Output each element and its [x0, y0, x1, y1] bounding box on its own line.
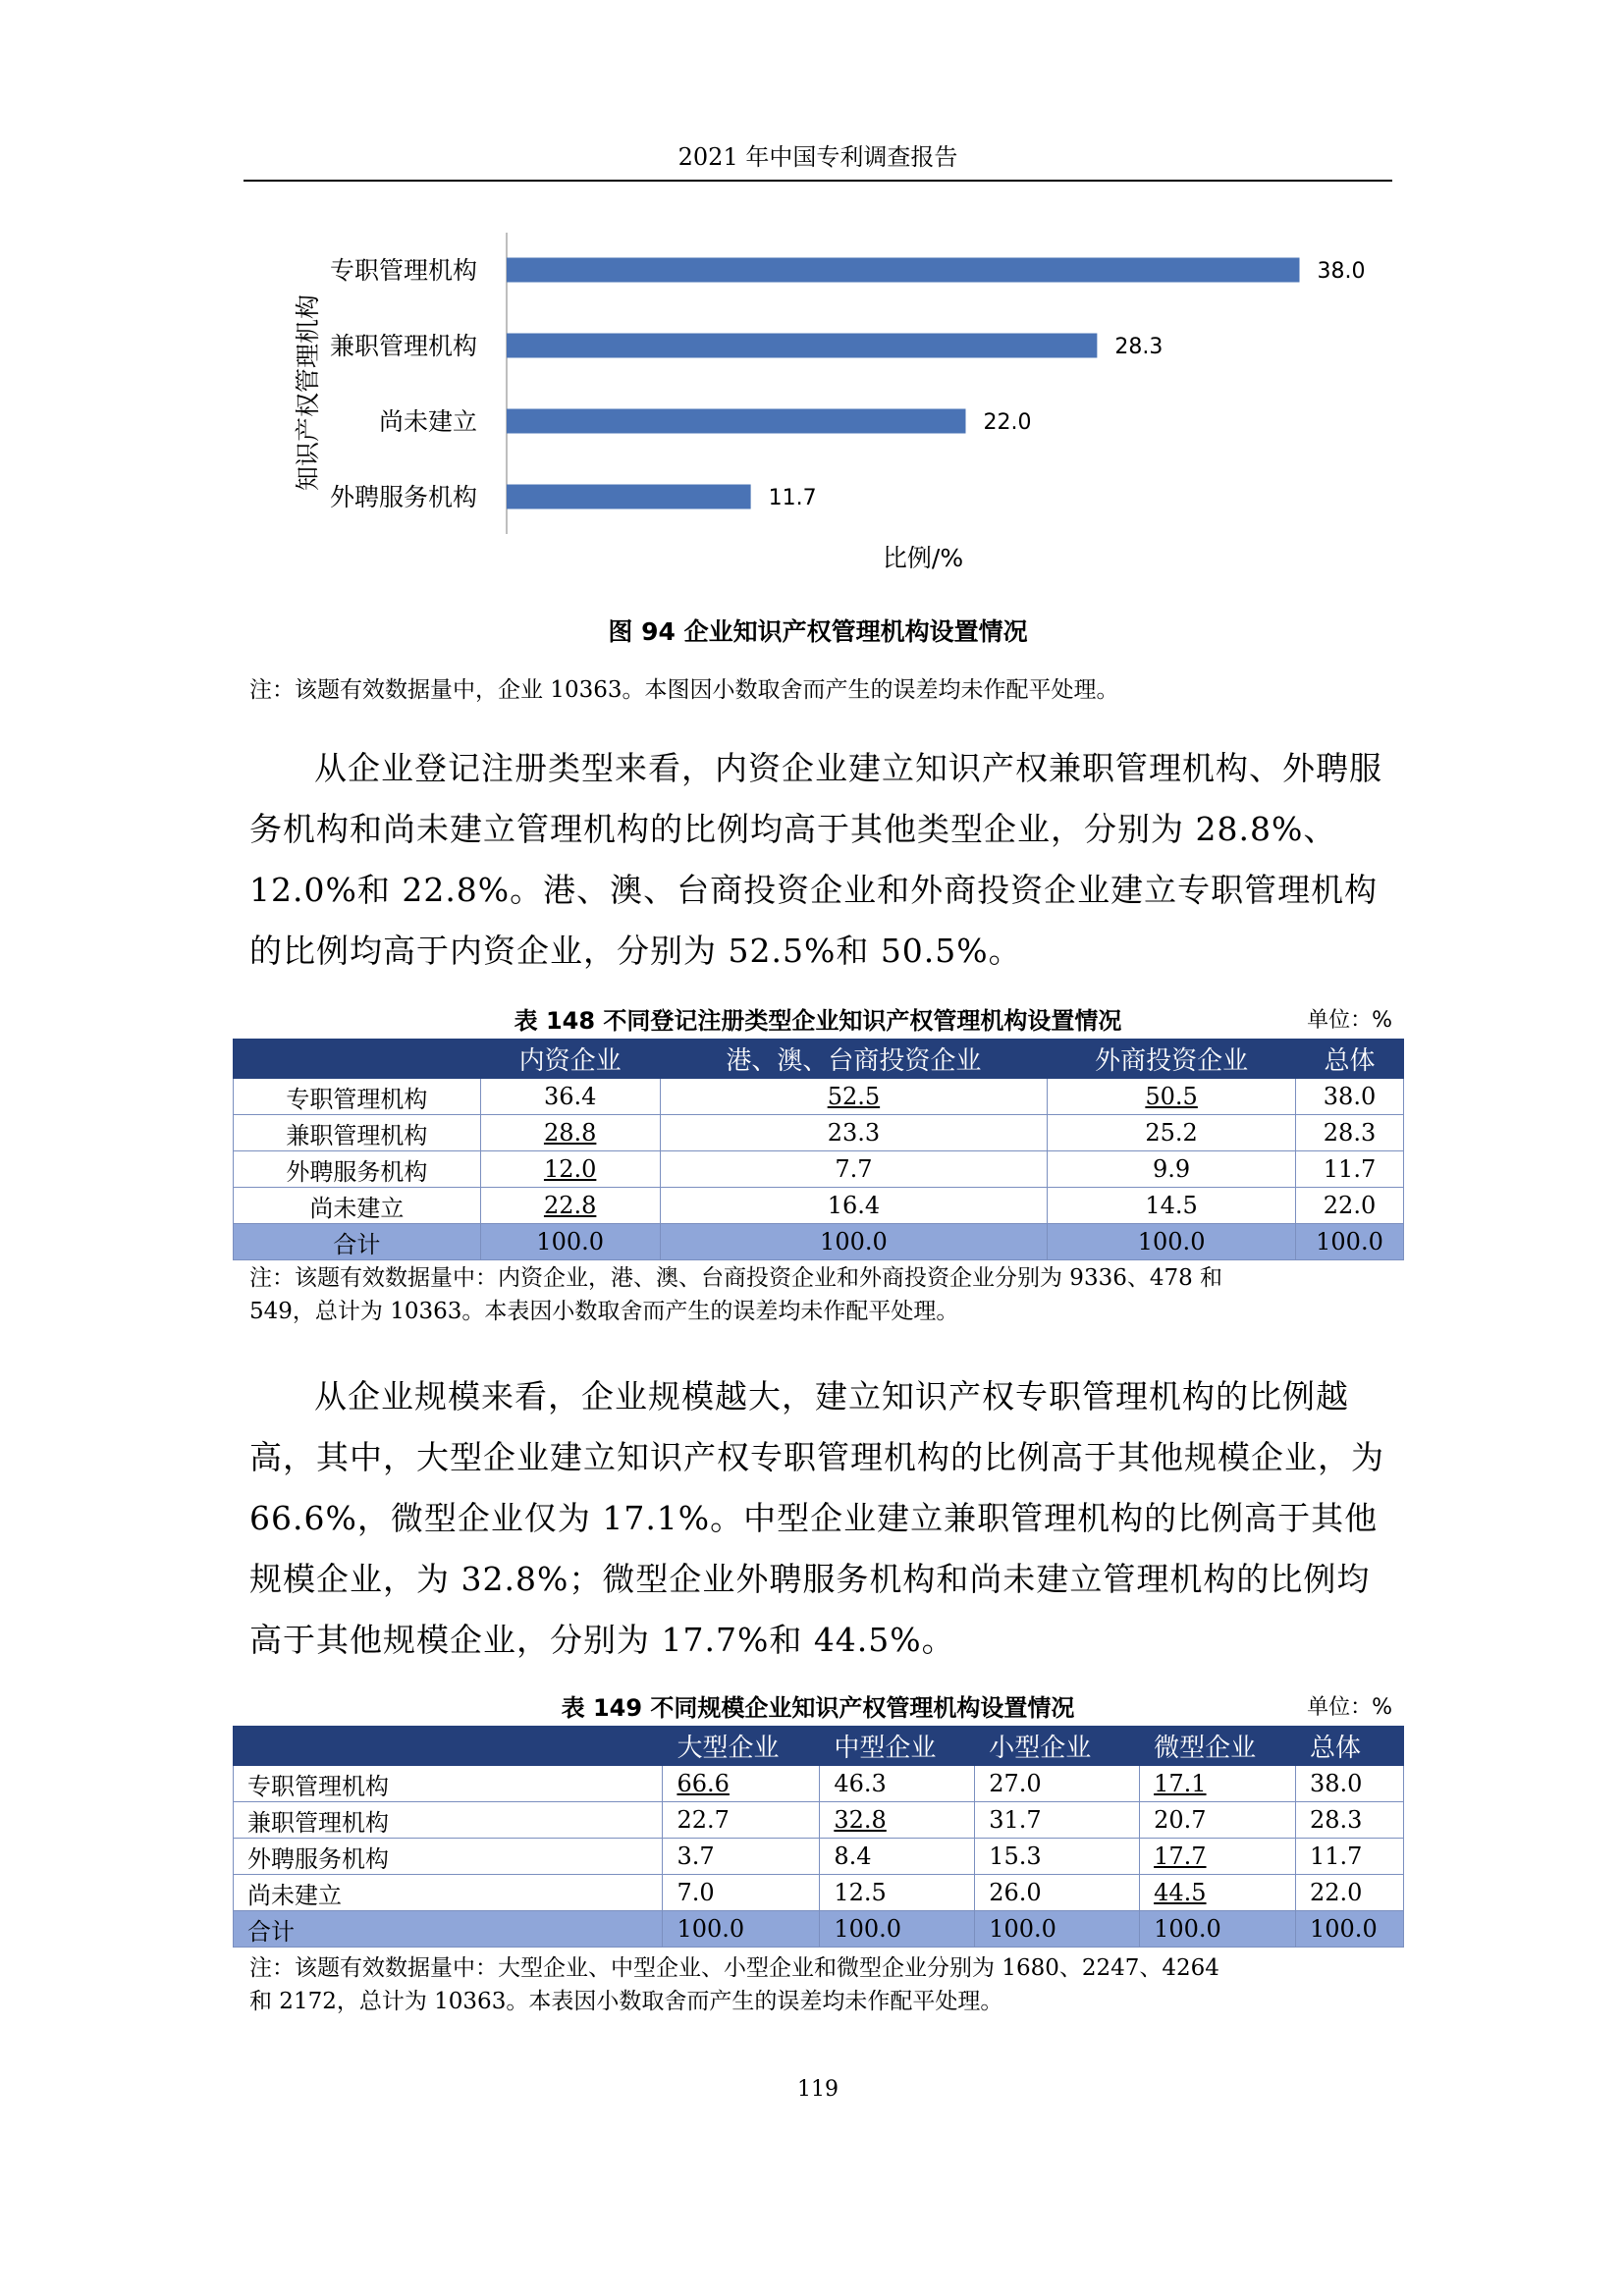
table-row [234, 1911, 1404, 1948]
table-cell: 22.0 [1296, 1188, 1404, 1224]
table-cell: 38.0 [1296, 1766, 1404, 1802]
page-number: 119 [797, 2077, 839, 2102]
table-cell: 11.7 [1296, 1151, 1404, 1188]
data-label: 38.0 [1317, 259, 1366, 284]
table148-caption: 表 148 不同登记注册类型企业知识产权管理机构设置情况 [514, 1007, 1122, 1035]
table148 [233, 1039, 1404, 1260]
table-cell: 100.0 [663, 1911, 820, 1948]
table-cell: 22.7 [663, 1802, 820, 1839]
row-label: 专职管理机构 [234, 1079, 481, 1115]
bar [507, 409, 966, 434]
table-cell: 26.0 [975, 1875, 1140, 1911]
table-cell: 27.0 [975, 1766, 1140, 1802]
column-header [234, 1727, 663, 1766]
table-row [234, 1766, 1404, 1802]
table149 [233, 1726, 1404, 1948]
page-header: 2021 年中国专利调查报告 [677, 143, 958, 171]
table149-unit: 单位：% [1307, 1695, 1392, 1720]
table-cell: 11.7 [1296, 1839, 1404, 1875]
table-cell: 12.0 [480, 1151, 660, 1188]
table-cell: 100.0 [820, 1911, 975, 1948]
table-cell: 20.7 [1140, 1802, 1296, 1839]
paragraph-2 [249, 1366, 1393, 1671]
table-cell: 14.5 [1048, 1188, 1296, 1224]
paragraph-2-text: 从企业规模来看，企业规模越大，建立知识产权专职管理机构的比例越高，其中，大型企业建立知识产权专职管理机构的比例高于其他规模企业，为 66.6%，微型企业仅为 17.1%。中型企业建立兼职管理机构的比例高于其他规模企业，为 32.8%；微型企业外聘服务机构和尚未建立管理机构的比例均高于其他规模企业，分别为 17.7%和 44.5%。 [249, 1377, 1384, 1659]
column-header: 小型企业 [975, 1727, 1140, 1766]
row-label: 合计 [234, 1911, 663, 1948]
column-header: 大型企业 [663, 1727, 820, 1766]
table-cell: 22.8 [480, 1188, 660, 1224]
row-label: 合计 [234, 1224, 481, 1260]
paragraph-1-text: 从企业登记注册类型来看，内资企业建立知识产权兼职管理机构、外聘服务机构和尚未建立管理机构的比例均高于其他类型企业，分别为 28.8%、12.0%和 22.8%。港、澳、台商投资企业和外商投资企业建立专职管理机构的比例均高于内资企业，分别为 52.5%和 50.5%。 [249, 749, 1382, 970]
bar [507, 258, 1300, 283]
table-cell: 100.0 [975, 1911, 1140, 1948]
row-label: 尚未建立 [234, 1875, 663, 1911]
table-cell: 7.7 [660, 1151, 1048, 1188]
row-label: 兼职管理机构 [234, 1802, 663, 1839]
table-row [234, 1079, 1404, 1115]
bar [507, 485, 751, 509]
category-label: 兼职管理机构 [329, 332, 477, 360]
table-cell: 36.4 [480, 1079, 660, 1115]
table-cell: 32.8 [820, 1802, 975, 1839]
table-cell: 31.7 [975, 1802, 1140, 1839]
category-label: 尚未建立 [378, 407, 477, 436]
table-row [234, 1802, 1404, 1839]
data-label: 22.0 [983, 410, 1032, 435]
figure-note: 注：该题有效数据量中，企业 10363。本图因小数取舍而产生的误差均未作配平处理。 [249, 677, 1119, 703]
paragraph-1 [249, 738, 1393, 982]
table148-unit: 单位：% [1307, 1008, 1392, 1033]
table-cell: 100.0 [1296, 1911, 1404, 1948]
y-axis-label: 知识产权管理机构 [294, 294, 322, 492]
row-label: 兼职管理机构 [234, 1115, 481, 1151]
table-cell: 17.7 [1140, 1839, 1296, 1875]
table-cell: 3.7 [663, 1839, 820, 1875]
bar [507, 334, 1097, 358]
table-cell: 15.3 [975, 1839, 1140, 1875]
table-row [234, 1875, 1404, 1911]
table-cell: 16.4 [660, 1188, 1048, 1224]
table-cell: 50.5 [1048, 1079, 1296, 1115]
data-label: 28.3 [1114, 335, 1164, 359]
column-header: 港、澳、台商投资企业 [660, 1040, 1048, 1079]
table-cell: 22.0 [1296, 1875, 1404, 1911]
column-header: 中型企业 [820, 1727, 975, 1766]
table-cell: 100.0 [1296, 1224, 1404, 1260]
table-cell: 44.5 [1140, 1875, 1296, 1911]
data-label: 11.7 [768, 486, 817, 510]
table-cell: 17.1 [1140, 1766, 1296, 1802]
table-cell: 52.5 [660, 1079, 1048, 1115]
x-axis-label: 比例/% [882, 544, 964, 572]
table-cell: 28.3 [1296, 1802, 1404, 1839]
table-cell: 100.0 [660, 1224, 1048, 1260]
category-label: 专职管理机构 [329, 256, 477, 285]
table149-caption: 表 149 不同规模企业知识产权管理机构设置情况 [561, 1694, 1075, 1722]
column-header: 总体 [1296, 1040, 1404, 1079]
table148-note [249, 1261, 1398, 1328]
table-cell: 23.3 [660, 1115, 1048, 1151]
figure-caption: 图 94 企业知识产权管理机构设置情况 [608, 617, 1028, 646]
column-header [234, 1040, 481, 1079]
table-cell: 12.5 [820, 1875, 975, 1911]
table-cell: 28.3 [1296, 1115, 1404, 1151]
table148-note-line2: 549，总计为 10363。本表因小数取舍而产生的误差均未作配平处理。 [249, 1299, 959, 1324]
row-label: 外聘服务机构 [234, 1839, 663, 1875]
table-row [234, 1188, 1404, 1224]
table-cell: 46.3 [820, 1766, 975, 1802]
category-label: 外聘服务机构 [329, 483, 477, 511]
table149-note-line1: 注：该题有效数据量中：大型企业、中型企业、小型企业和微型企业分别为 1680、2247、4264 [249, 1955, 1219, 1981]
table-cell: 28.8 [480, 1115, 660, 1151]
column-header: 总体 [1296, 1727, 1404, 1766]
table-cell: 25.2 [1048, 1115, 1296, 1151]
table-row [234, 1839, 1404, 1875]
column-header: 内资企业 [480, 1040, 660, 1079]
row-label: 外聘服务机构 [234, 1151, 481, 1188]
table-cell: 9.9 [1048, 1151, 1296, 1188]
table-cell: 7.0 [663, 1875, 820, 1911]
table-row [234, 1224, 1404, 1260]
table149-note [249, 1951, 1398, 2018]
table-cell: 100.0 [1048, 1224, 1296, 1260]
table-cell: 66.6 [663, 1766, 820, 1802]
row-label: 专职管理机构 [234, 1766, 663, 1802]
column-header: 微型企业 [1140, 1727, 1296, 1766]
table148-note-line1: 注：该题有效数据量中：内资企业，港、澳、台商投资企业和外商投资企业分别为 9336、478 和 [249, 1265, 1223, 1291]
table-cell: 100.0 [1140, 1911, 1296, 1948]
bar-chart [275, 221, 1366, 574]
table-cell: 38.0 [1296, 1079, 1404, 1115]
table-cell: 100.0 [480, 1224, 660, 1260]
column-header: 外商投资企业 [1048, 1040, 1296, 1079]
table-row [234, 1115, 1404, 1151]
row-label: 尚未建立 [234, 1188, 481, 1224]
table-row [234, 1151, 1404, 1188]
table149-note-line2: 和 2172，总计为 10363。本表因小数取舍而产生的误差均未作配平处理。 [249, 1989, 1003, 2014]
header-rule [244, 180, 1392, 182]
table-cell: 8.4 [820, 1839, 975, 1875]
